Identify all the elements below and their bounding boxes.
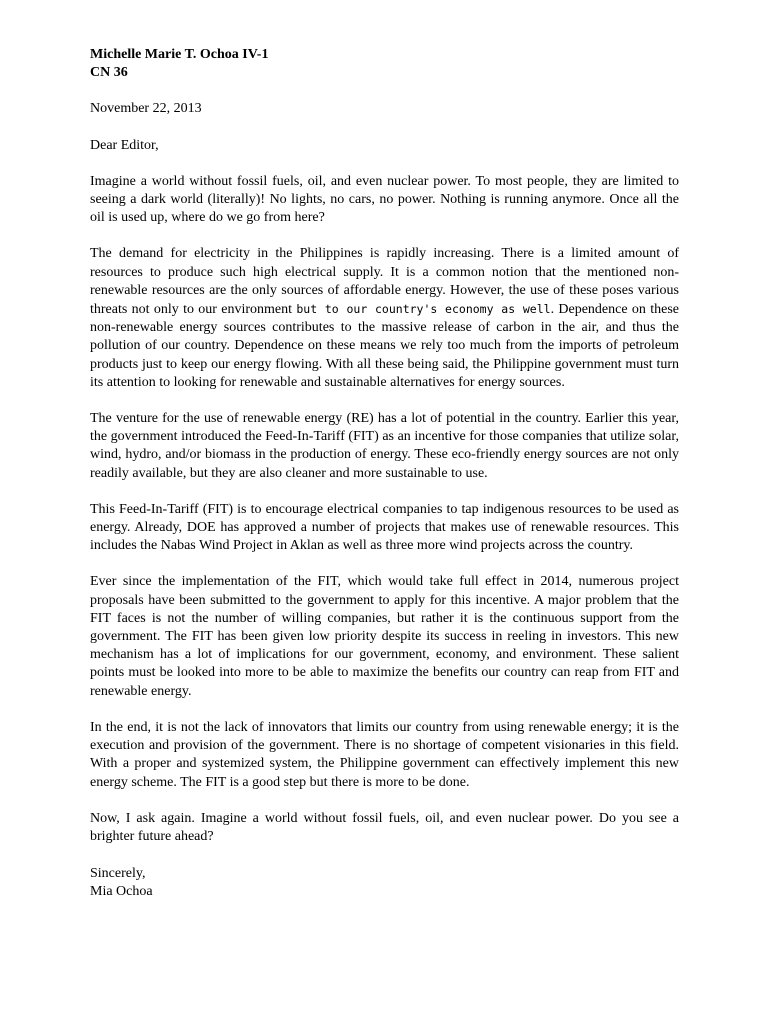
paragraph-5: Ever since the implementation of the FIT, which would take full effect in 2014, numerous project proposals have been submitted to the government to apply for this incentive. A major problem that the FIT faces is not the number of willing companies, but rather it is the continuous support from the government. The FIT has been given low priority despite its success in reeling in investors. This new mechanism has a lot of implications for our government, economy, and environment. These salient points must be looked into more to be able to maximize the benefits our country can reap from FIT and renewable energy. [90, 574, 679, 699]
paragraph-6: In the end, it is not the lack of innovators that limits our country from using renewable energy; it is the execution and provision of the government. There is no shortage of competent visionaries in this field. With a proper and systemized system, the Philippine government can effectively implement this new energy scheme. The FIT is a good step but there is more to be done. [90, 719, 679, 790]
author-line: Michelle Marie T. Ochoa IV-1 [90, 47, 269, 62]
letter-header [90, 46, 679, 82]
paragraph-7: Now, I ask again. Imagine a world without fossil fuels, oil, and even nuclear power. Do you see a brighter future ahead? [90, 810, 679, 844]
letter-body [90, 46, 679, 902]
paragraph-1: Imagine a world without fossil fuels, oil, and even nuclear power. To most people, they are limited to seeing a dark world (literally)! No lights, no cars, no power. Nothing is running anymore. Once all the oil is used up, where do we go from here? [90, 173, 679, 226]
signature-name: Mia Ochoa [90, 884, 153, 900]
paragraph-2-mono-part: but to our country's economy as well [296, 302, 551, 317]
paragraph-2-part-b: . Dependence on these non-renewable energy sources contributes to the massive release of carbon in the air, and thus the pollution of our country. Dependence on these means we rely too much from the imports of petroleum products just to keep our energy flowing. With all these being said, the Philippine government must turn its attention to looking for renewable and sustainable alternatives for energy sources. [90, 302, 679, 390]
valediction: Sincerely, [90, 866, 146, 882]
paragraph-3: The venture for the use of renewable energy (RE) has a lot of potential in the country. Earlier this year, the government introduced the Feed-In-Tariff (FIT) as an incentive for those companies that utilize solar, wind, hydro, and/or biomass in the production of energy. These eco-friendly energy sources are not only readily available, but they are also cleaner and more sustainable to use. [90, 411, 679, 481]
salutation: Dear Editor, [90, 137, 159, 153]
paragraph-2 [90, 245, 679, 392]
letter-date: November 22, 2013 [90, 101, 202, 117]
class-line: CN 36 [90, 65, 128, 81]
paragraph-2-part-a: The demand for electricity in the Philippines is rapidly increasing. There is a limited amount of resources to produce such high electrical supply. It is a common notion that the mentioned non-renewable resources are the only sources of affordable energy. However, the use of these poses various threats not only to our environment [90, 246, 679, 318]
letter-closing [90, 865, 679, 901]
paragraph-4: This Feed-In-Tariff (FIT) is to encourage electrical companies to tap indigenous resources to be used as energy. Already, DOE has approved a number of projects that makes use of renewable resources. This includes the Nabas Wind Project in Aklan as well as three more wind projects across the country. [90, 501, 679, 554]
